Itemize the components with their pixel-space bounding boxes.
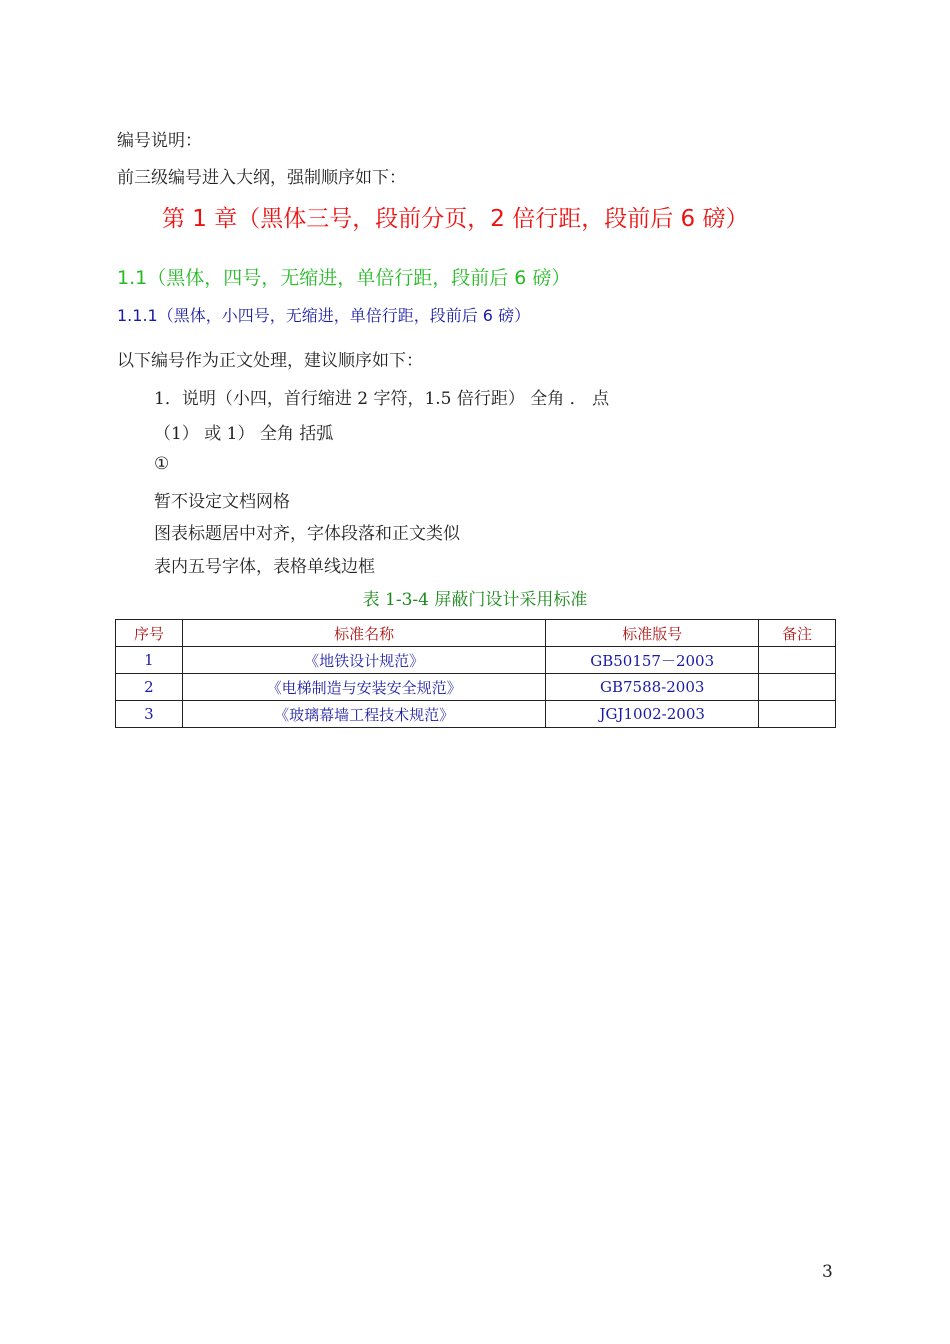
header-standard-name: 标准名称 — [182, 620, 545, 647]
table-row — [116, 701, 836, 728]
subsection-heading: 1.1.1（黑体，小四号，无缩进，单倍行距，段前后 6 磅） — [117, 306, 531, 325]
table-header-row — [116, 620, 836, 647]
cell-standard-code: GB7588-2003 — [546, 674, 759, 701]
list-item: 图表标题居中对齐，字体段落和正文类似 — [154, 524, 460, 544]
list-item: 1．说明（小四，首行缩进 2 字符，1.5 倍行距） 全角 ． 点 — [154, 389, 610, 409]
header-standard-code: 标准版号 — [546, 620, 759, 647]
cell-remarks — [759, 701, 836, 728]
list-item: 暂不设定文档网格 — [154, 492, 290, 512]
table-caption: 表 1-3-4 屏蔽门设计采用标准 — [362, 590, 588, 610]
table-row — [116, 674, 836, 701]
cell-standard-code: GB50157－2003 — [546, 647, 759, 674]
page-number: 3 — [822, 1262, 833, 1282]
cell-standard-name: 《电梯制造与安装安全规范》 — [182, 674, 545, 701]
cell-standard-code: JGJ1002-2003 — [546, 701, 759, 728]
body-note: 以下编号作为正文处理，建议顺序如下： — [117, 351, 423, 371]
cell-standard-name: 《地铁设计规范》 — [182, 647, 545, 674]
cell-remarks — [759, 647, 836, 674]
list-item: （1） 或 1） 全角 括弧 — [154, 424, 334, 444]
section-heading: 1.1（黑体，四号，无缩进，单倍行距，段前后 6 磅） — [117, 267, 571, 289]
header-index: 序号 — [116, 620, 183, 647]
cell-standard-name: 《玻璃幕墙工程技术规范》 — [182, 701, 545, 728]
cell-remarks — [759, 674, 836, 701]
outline-note: 前三级编号进入大纲，强制顺序如下： — [117, 168, 406, 188]
list-item: 表内五号字体，表格单线边框 — [154, 557, 375, 577]
header-remarks: 备注 — [759, 620, 836, 647]
standards-table — [115, 619, 836, 728]
list-item: ① — [154, 454, 170, 474]
chapter-heading: 第 1 章（黑体三号，段前分页，2 倍行距，段前后 6 磅） — [162, 206, 749, 232]
cell-index: 2 — [116, 674, 183, 701]
intro-title: 编号说明： — [117, 131, 202, 151]
table-row — [116, 647, 836, 674]
cell-index: 1 — [116, 647, 183, 674]
cell-index: 3 — [116, 701, 183, 728]
